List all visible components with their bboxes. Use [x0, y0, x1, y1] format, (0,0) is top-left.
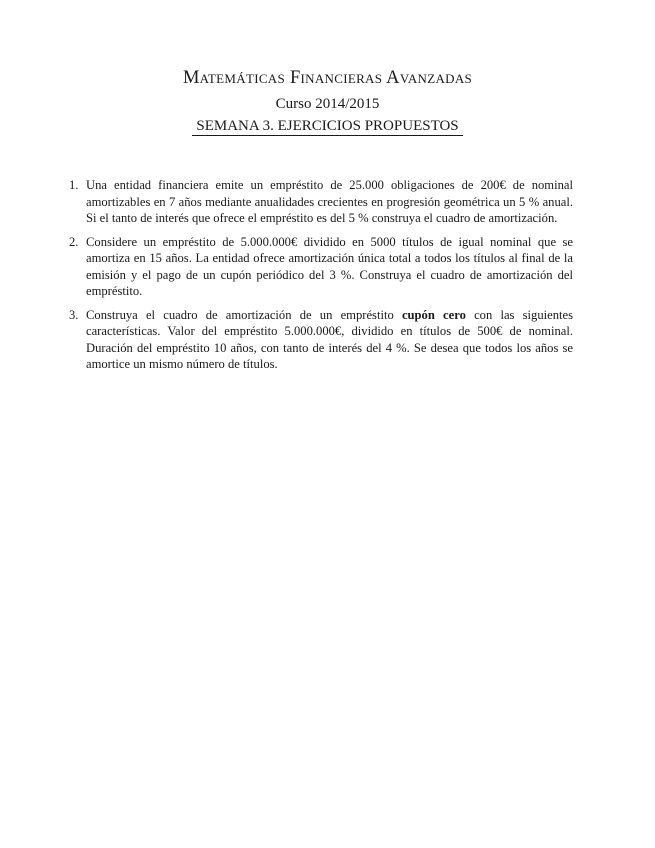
exercise-text-end: con las siguientes características. Valor del empréstito 5.000.000€, dividido en títulos de 500€ de nominal. Duración del empréstito 10 años, con tanto de interés del 4 %. Se desea que todos los años se amortice un mismo número de títulos. [86, 307, 573, 371]
exercise-bold-term: cupón cero [401, 307, 466, 322]
course-year: Curso 2014/2015 [275, 96, 380, 112]
exercise-text: Considere un empréstito de 5.000.000€ dividido en 5000 títulos de igual nominal que se amortiza en 15 años. La entidad ofrece amortización única total a todos los títulos al final de la emisión y el pago de un cupón periódico del 3 %. Construya el cuadro de amortización del empréstito. [86, 234, 573, 298]
exercise-number: 3. [69, 307, 79, 322]
week-heading-text: SEMANA 3. EJERCICIOS PROPUESTOS [192, 118, 462, 136]
exercise-number: 2. [69, 234, 79, 249]
exercise-list [69, 177, 573, 380]
exercise-text: Una entidad financiera emite un empréstito de 25.000 obligaciones de 200€ de nominal amortizables en 7 años mediante anualidades crecientes en progresión geométrica un 5 % anual. Si el tanto de interés que ofrece el empréstito es del 5 % construya el cuadro de amortización. [86, 178, 573, 225]
document-title: Matemáticas Financieras Avanzadas [182, 68, 473, 88]
exercise-item-1 [69, 177, 573, 227]
week-heading [0, 116, 655, 136]
exercise-item-2 [69, 234, 573, 300]
exercise-number: 1. [69, 178, 79, 192]
document-header [0, 66, 655, 136]
exercise-text-start: Construya el cuadro de amortización de un empréstito [86, 307, 402, 322]
exercise-item-3 [69, 307, 573, 373]
